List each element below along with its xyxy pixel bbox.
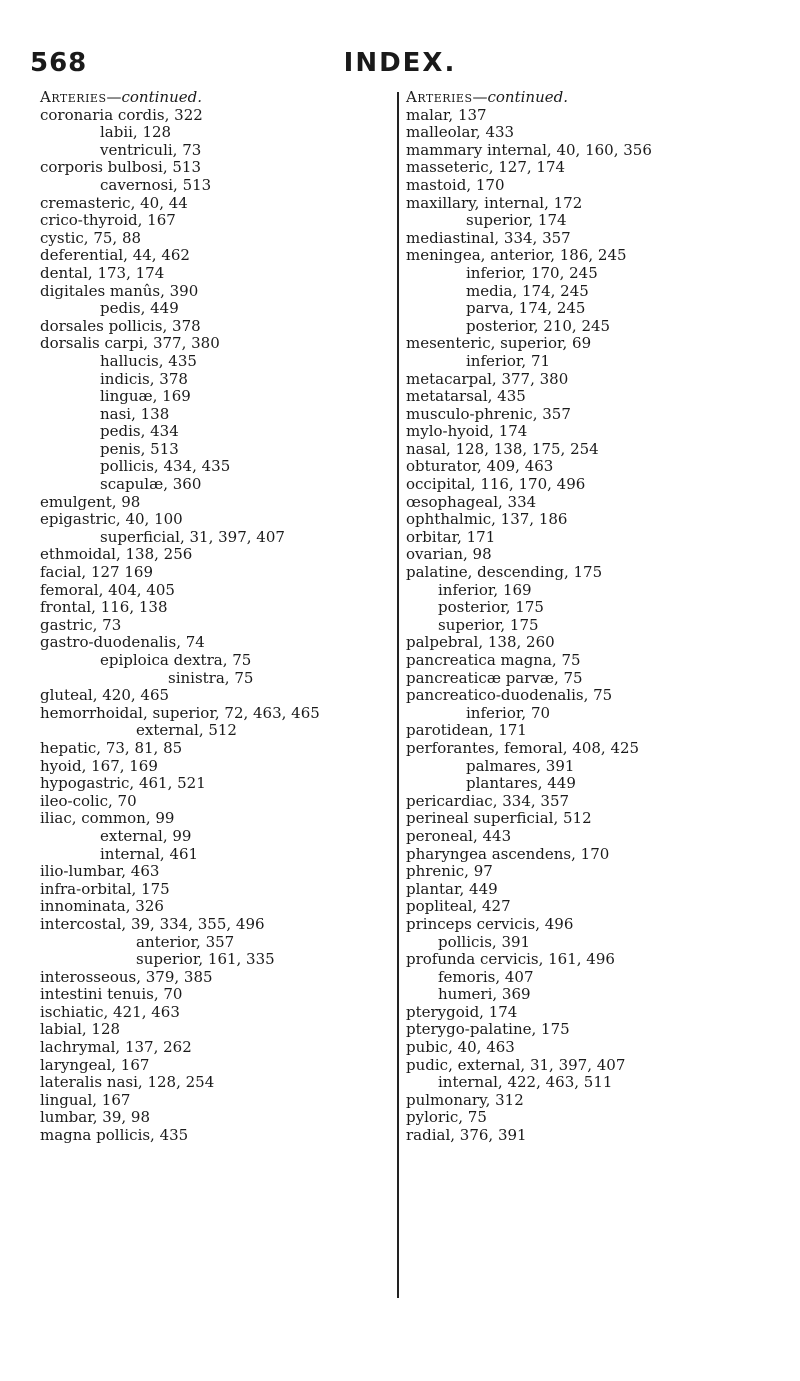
- index-entry: radial, 376, 391: [406, 1126, 527, 1145]
- index-entry: inferior, 170, 245: [466, 263, 598, 282]
- index-entry: malar, 137: [406, 105, 487, 124]
- index-entry: popliteal, 427: [406, 897, 511, 916]
- index-entry: metacarpal, 377, 380: [406, 369, 569, 388]
- index-entry: laryngeal, 167: [40, 1055, 150, 1074]
- index-entry: external, 512: [136, 721, 237, 740]
- page-number: 568: [30, 48, 88, 78]
- index-entry: pedis, 434: [100, 422, 179, 441]
- index-entry: ilio-lumbar, 463: [40, 862, 160, 881]
- index-entry: infra-orbital, 175: [40, 879, 170, 898]
- index-entry: posterior, 175: [438, 598, 544, 617]
- right-column: [406, 89, 776, 1145]
- index-entry: femoris, 407: [438, 967, 534, 986]
- index-entry: pterygo-palatine, 175: [406, 1020, 570, 1039]
- index-entry: gluteal, 420, 465: [40, 686, 170, 705]
- index-entry: deferential, 44, 462: [40, 246, 190, 265]
- index-entry: lateralis nasi, 128, 254: [40, 1073, 215, 1092]
- index-entry: superior, 174: [466, 211, 567, 230]
- index-entry: anterior, 357: [136, 932, 235, 951]
- index-entry: orbitar, 171: [406, 527, 496, 546]
- index-entry: facial, 127 169: [40, 563, 153, 582]
- section-heading: [406, 89, 776, 107]
- index-entry: princeps cervicis, 496: [406, 914, 574, 933]
- index-entry: internal, 461: [100, 844, 199, 863]
- index-entry: ischiatic, 421, 463: [40, 1002, 180, 1021]
- index-entry: peroneal, 443: [406, 826, 512, 845]
- index-entry: parotidean, 171: [406, 721, 527, 740]
- index-entry: plantares, 449: [466, 774, 576, 793]
- index-entry: mesenteric, superior, 69: [406, 334, 592, 353]
- index-entry: profunda cervicis, 161, 496: [406, 950, 615, 969]
- heading-continued: continued.: [121, 88, 202, 106]
- index-entry: inferior, 169: [438, 580, 532, 599]
- index-entry: ventriculi, 73: [100, 140, 202, 159]
- index-entry: pterygoid, 174: [406, 1002, 518, 1021]
- index-entry: inferior, 70: [466, 703, 551, 722]
- index-entry: penis, 513: [100, 439, 179, 458]
- index-entry: labial, 128: [40, 1020, 121, 1039]
- index-entry: perineal superficial, 512: [406, 809, 592, 828]
- heading-separator: —: [472, 88, 488, 106]
- index-entry: pancreaticæ parvæ, 75: [406, 668, 583, 687]
- index-entry: scapulæ, 360: [100, 475, 202, 494]
- index-entry: hemorrhoidal, superior, 72, 463, 465: [40, 703, 320, 722]
- index-entry: dental, 173, 174: [40, 263, 165, 282]
- index-entry: cavernosi, 513: [100, 175, 212, 194]
- index-entry: indicis, 378: [100, 369, 188, 388]
- heading-main: Arteries: [406, 88, 473, 106]
- index-entry: nasal, 128, 138, 175, 254: [406, 439, 599, 458]
- index-entry: sinistra, 75: [168, 668, 254, 687]
- index-entry: pollicis, 434, 435: [100, 457, 231, 476]
- index-entry: palatine, descending, 175: [406, 563, 603, 582]
- index-entry: phrenic, 97: [406, 862, 493, 881]
- index-entry: inferior, 71: [466, 351, 551, 370]
- index-entry: magna pollicis, 435: [40, 1126, 189, 1145]
- index-entry: innominata, 326: [40, 897, 164, 916]
- index-entry: pancreatico-duodenalis, 75: [406, 686, 613, 705]
- index-entry: cremasteric, 40, 44: [40, 193, 188, 212]
- index-entry: perforantes, femoral, 408, 425: [406, 738, 640, 757]
- running-title: INDEX.: [343, 48, 457, 78]
- index-entry: ophthalmic, 137, 186: [406, 510, 568, 529]
- index-entry: malleolar, 433: [406, 123, 515, 142]
- left-column: [40, 89, 410, 1145]
- index-entry: palmares, 391: [466, 756, 575, 775]
- index-entry: linguæ, 169: [100, 387, 191, 406]
- index-entry: frontal, 116, 138: [40, 598, 168, 617]
- index-entry: digitales manûs, 390: [40, 281, 199, 300]
- section-heading: [40, 89, 410, 107]
- index-entry: posterior, 210, 245: [466, 316, 611, 335]
- index-entry: parva, 174, 245: [466, 299, 586, 318]
- left-entry-list: [40, 107, 410, 1145]
- index-entry: ovarian, 98: [406, 545, 492, 564]
- index-entry: femoral, 404, 405: [40, 580, 175, 599]
- index-entry: mylo-hyoid, 174: [406, 422, 528, 441]
- index-entry: external, 99: [100, 826, 192, 845]
- index-entry: maxillary, internal, 172: [406, 193, 583, 212]
- index-entry: ileo-colic, 70: [40, 791, 137, 810]
- index-entry: crico-thyroid, 167: [40, 211, 176, 230]
- index-entry: pyloric, 75: [406, 1108, 487, 1127]
- index-entry: metatarsal, 435: [406, 387, 526, 406]
- column-divider: [397, 92, 399, 1298]
- index-entry: humeri, 369: [438, 985, 531, 1004]
- index-entry: gastric, 73: [40, 615, 122, 634]
- index-entry: pericardiac, 334, 357: [406, 791, 570, 810]
- index-entry: ethmoidal, 138, 256: [40, 545, 193, 564]
- heading-separator: —: [106, 88, 122, 106]
- index-entry: pharyngea ascendens, 170: [406, 844, 610, 863]
- index-entry: lumbar, 39, 98: [40, 1108, 150, 1127]
- index-entry: obturator, 409, 463: [406, 457, 554, 476]
- index-entry: superior, 161, 335: [136, 950, 275, 969]
- index-entry: hypogastric, 461, 521: [40, 774, 206, 793]
- index-entry: interosseous, 379, 385: [40, 967, 213, 986]
- index-entry: epigastric, 40, 100: [40, 510, 183, 529]
- index-entry: plantar, 449: [406, 879, 498, 898]
- index-entry: nasi, 138: [100, 404, 170, 423]
- index-entry: hepatic, 73, 81, 85: [40, 738, 183, 757]
- index-entry: pollicis, 391: [438, 932, 531, 951]
- index-entry: meningea, anterior, 186, 245: [406, 246, 627, 265]
- index-entry: lingual, 167: [40, 1090, 131, 1109]
- index-entry: intestini tenuis, 70: [40, 985, 183, 1004]
- index-entry: masseteric, 127, 174: [406, 158, 566, 177]
- index-entry: pulmonary, 312: [406, 1090, 524, 1109]
- index-entry: hallucis, 435: [100, 351, 197, 370]
- index-entry: pancreatica magna, 75: [406, 651, 581, 669]
- index-entry: mammary internal, 40, 160, 356: [406, 140, 652, 159]
- index-entry: mastoid, 170: [406, 175, 505, 194]
- index-entry: epiploica dextra, 75: [100, 651, 252, 669]
- index-entry: cystic, 75, 88: [40, 228, 142, 247]
- heading-continued: continued.: [487, 88, 568, 106]
- index-entry: coronaria cordis, 322: [40, 105, 203, 124]
- index-entry: œsophageal, 334: [406, 492, 537, 511]
- index-entry: palpebral, 138, 260: [406, 633, 555, 652]
- index-entry: dorsalis carpi, 377, 380: [40, 334, 220, 353]
- index-entry: pubic, 40, 463: [406, 1038, 515, 1057]
- index-entry: dorsales pollicis, 378: [40, 316, 201, 335]
- index-entry: occipital, 116, 170, 496: [406, 475, 586, 494]
- index-entry: gastro-duodenalis, 74: [40, 633, 205, 652]
- index-entry: musculo-phrenic, 357: [406, 404, 571, 423]
- right-entry-list: [406, 107, 776, 1145]
- index-entry: corporis bulbosi, 513: [40, 158, 202, 177]
- index-entry: media, 174, 245: [466, 281, 589, 300]
- index-entry: pedis, 449: [100, 299, 179, 318]
- index-entry: superior, 175: [438, 615, 539, 634]
- index-entry: emulgent, 98: [40, 492, 141, 511]
- index-entry: pudic, external, 31, 397, 407: [406, 1055, 626, 1074]
- index-entry: lachrymal, 137, 262: [40, 1038, 192, 1057]
- index-entry: labii, 128: [100, 123, 172, 142]
- index-entry: iliac, common, 99: [40, 809, 175, 828]
- index-entry: internal, 422, 463, 511: [438, 1073, 613, 1092]
- index-entry: hyoid, 167, 169: [40, 756, 158, 775]
- index-entry: mediastinal, 334, 357: [406, 228, 571, 247]
- index-entry: intercostal, 39, 334, 355, 496: [40, 914, 265, 933]
- index-entry: superficial, 31, 397, 407: [100, 527, 285, 546]
- heading-main: Arteries: [40, 88, 107, 106]
